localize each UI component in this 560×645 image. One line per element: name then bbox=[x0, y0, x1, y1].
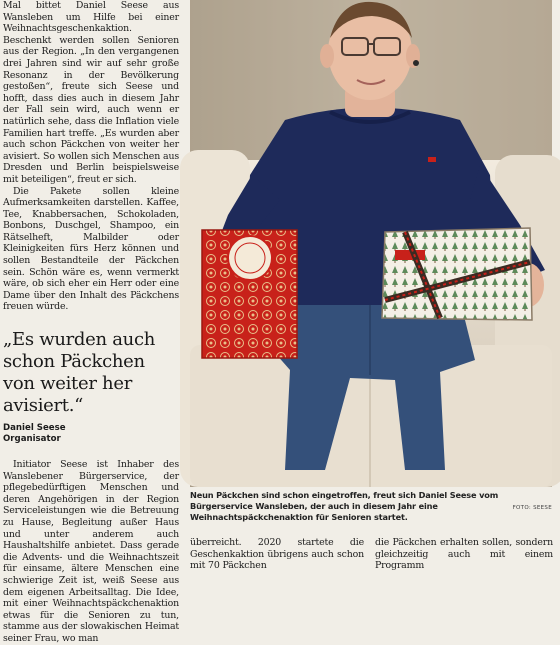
pull-quote-text: „Es wurden auch schon Päckchen von weiter her avisiert.“ bbox=[3, 329, 156, 417]
left-article-column bbox=[3, 0, 179, 644]
photo-illustration bbox=[190, 0, 552, 487]
photo-caption: Neun Päckchen sind schon eingetroffen, freut sich Daniel Seese vom Bürgerservice Wansleben, der auch in diesem Jahr eine Weihnachtspäckchenaktion für Senioren startet. bbox=[190, 490, 499, 522]
festive-gift-box bbox=[382, 228, 532, 320]
right-article-column bbox=[375, 537, 553, 572]
middle-column-text: überreicht. 2020 startete die Geschenkaktion übrigens auch schon mit 70 Päckchen bbox=[190, 537, 364, 572]
initiator-paragraph: Initiator Seese ist Inhaber des Wanslebener Bürgerservice, der pflegebedürftigen Menschen und deren Angehörigen in der Region Serviceleistungen wie die Betreuung zu Hause, Begleitung außer Haus und unter anderem auch Haushaltshilfe anbietet. Dass gerade die Advents- und die Weihnachtszeit für einsame, ältere Menschen eine schwierige Zeit ist, weiß Seese aus dem eigenen Arbeitsalltag. Die Idee, mit einer Weihnachtspäckchenaktion etwas für die Senioren zu tun, stamme aus der slowakischen Heimat seiner Frau, wo man bbox=[3, 459, 179, 644]
red-gift-box bbox=[202, 230, 297, 358]
pull-quote-role: Organisator bbox=[3, 434, 61, 445]
pull-quote-name: Daniel Seese bbox=[3, 423, 66, 434]
middle-article-column bbox=[190, 537, 364, 572]
packages-paragraph: Die Pakete sollen kleine Aufmerksamkeiten darstellen. Kaffee, Tee, Knabbersachen, Schokoladen, Bonbons, Duschgel, Shampoo, ein Rätselheft, Malbilder oder Kleinigkeiten fürs Herz können und sollen Bestandteile der Päckchen sein. Schön wäre es, wenn vermerkt wäre, ob sich eher ein Herr oder eine Dame über den Inhalt des Päckchens freuen würde. bbox=[3, 185, 179, 313]
pull-quote bbox=[3, 329, 179, 445]
right-column-text: die Päckchen erhalten sollen, sondern gleichzeitig auch mit einem Programm bbox=[375, 537, 553, 572]
photo-credit: FOTO: SEESE bbox=[512, 505, 552, 511]
article-photo bbox=[190, 0, 552, 487]
intro-paragraph: Mal bittet Daniel Seese aus Wansleben um Hilfe bei einer Weihnachtsgeschenkaktion. Beschenkt werden sollen Senioren aus der Region. „In den vergangenen drei Jahren sind wir auf sehr große Resonanz in der Bevölkerung gestoßen“, freute sich Seese und hofft, dass dies auch in diesem Jahr der Fall sein wird, auch wenn er natürlich sehe, dass die Inflation viele Familien hart treffe. „Es wurden aber auch schon Päckchen von weiter her avisiert. So wollen sich Menschen aus Dresden und Berlin beispielsweise mit beteiligen“, freut er sich. bbox=[3, 0, 179, 185]
